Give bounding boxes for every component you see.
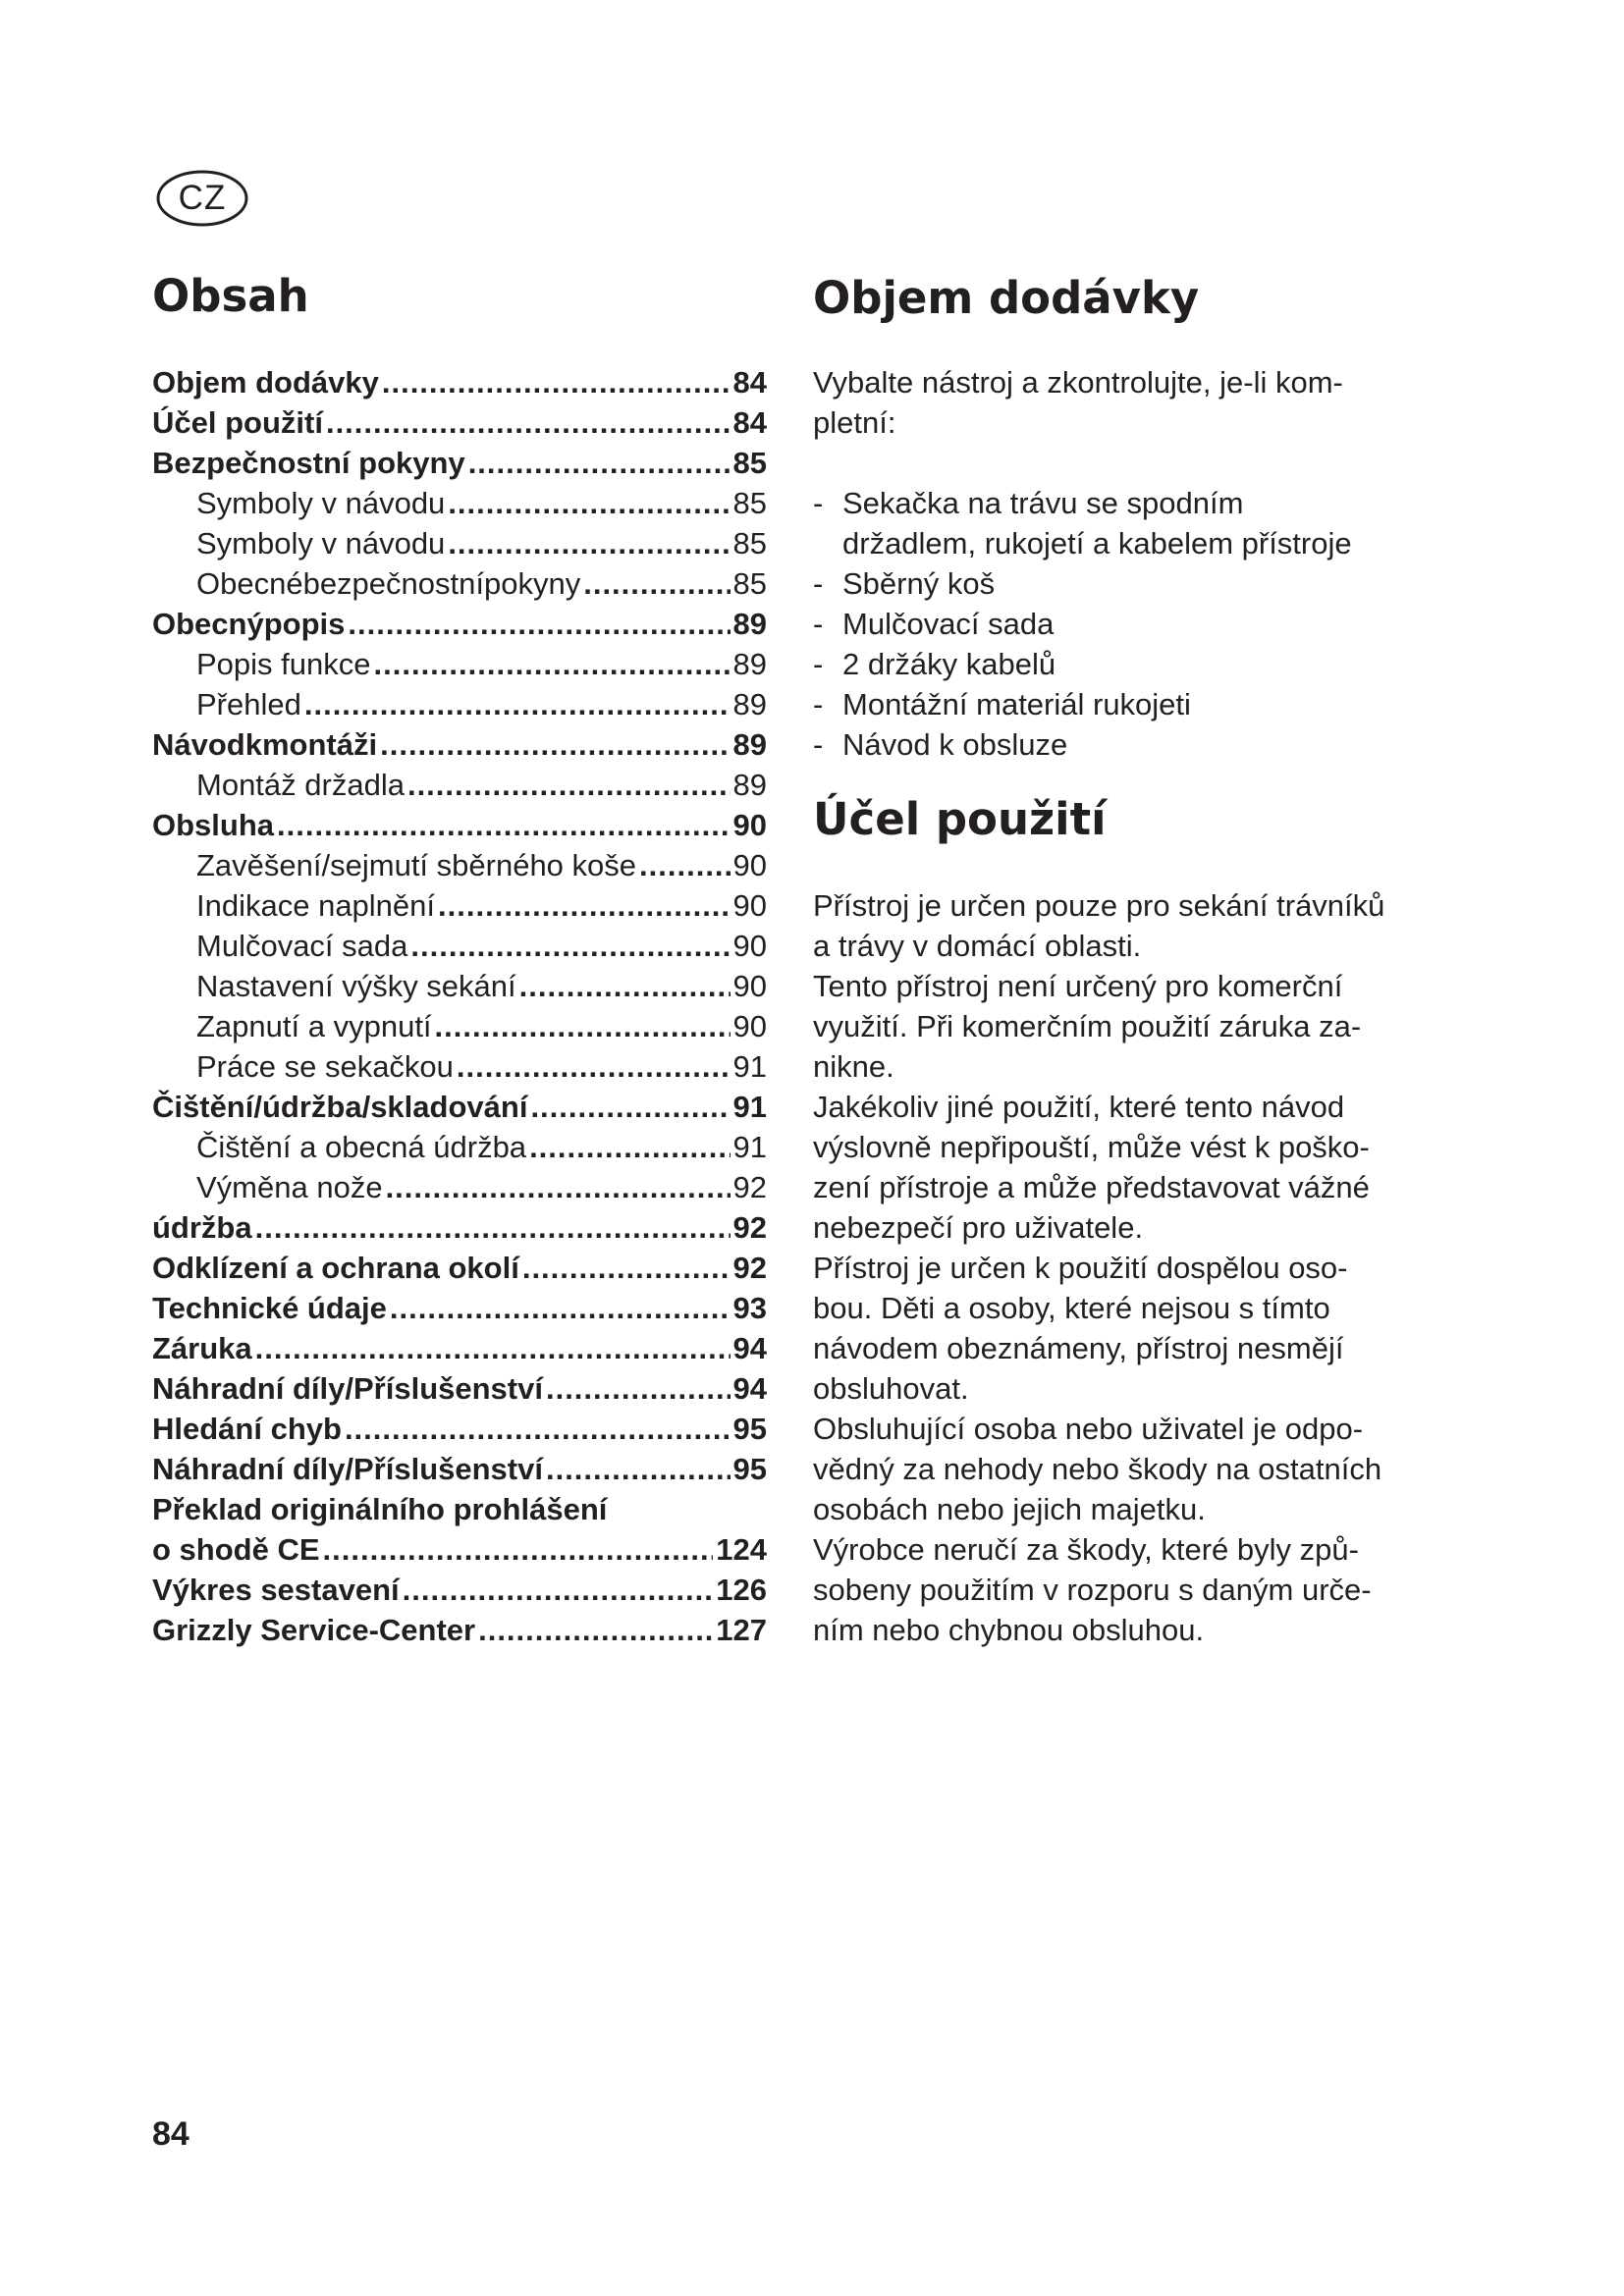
toc-entry-title: údržba (152, 1210, 252, 1245)
toc-entry-page: 124 (716, 1532, 767, 1567)
list-dash-icon: - (813, 486, 824, 520)
toc-entry-title: Čištění a obecná údržba (196, 1130, 527, 1164)
toc-entry-title: Překlad originálního prohlášení (152, 1492, 608, 1526)
toc-leader-dots (386, 1167, 731, 1207)
toc-entry-page: 90 (732, 848, 767, 882)
toc-leader-dots (410, 926, 730, 966)
toc-entry-title: Bezpečnostní pokyny (152, 446, 465, 480)
toc-entry-title: Náhradní díly/Příslušenství (152, 1371, 543, 1406)
toc-entry (152, 1127, 767, 1167)
language-badge (155, 169, 249, 228)
toc-leader-dots (403, 1570, 714, 1610)
purpose-line: Přístroj je určen pouze pro sekání trávníků (813, 888, 1385, 923)
purpose-line: obsluhovat. (813, 1371, 969, 1406)
purpose-line: Obsluhující osoba nebo uživatel je odpo- (813, 1412, 1364, 1446)
purpose-line: nebezpečí pro uživatele. (813, 1210, 1144, 1245)
toc-leader-dots (478, 1610, 713, 1650)
purpose-line: využití. Při komerčním použití záruka za- (813, 1009, 1362, 1043)
supply-item-text: držadlem, rukojetí a kabelem přístroje (842, 526, 1352, 561)
supply-item-text: Návod k obsluze (842, 727, 1068, 762)
toc-entry-title: Nastavení výšky sekání (196, 969, 516, 1003)
toc-entry-page: 91 (732, 1049, 767, 1084)
toc-leader-dots (435, 1006, 731, 1046)
toc-leader-dots (348, 604, 730, 644)
toc-entry-title: Návodkmontáži (152, 727, 378, 762)
purpose-line: Jakékoliv jiné použití, které tento návod (813, 1090, 1345, 1124)
toc-entry-page: 90 (732, 888, 767, 923)
purpose-heading: Účel použití (813, 793, 1107, 845)
toc-entry (152, 805, 767, 845)
toc-entry-title: Náhradní díly/Příslušenství (152, 1452, 543, 1486)
toc-entry (152, 1087, 767, 1127)
toc-leader-dots (468, 443, 731, 483)
toc-entry (152, 1449, 767, 1489)
toc-entry (152, 604, 767, 644)
toc-entry-title: Odklízení a ochrana okolí (152, 1251, 519, 1285)
toc-entry-page: 127 (716, 1613, 767, 1647)
toc-entry-page: 85 (732, 486, 767, 520)
supply-item-text: 2 držáky kabelů (842, 647, 1056, 681)
toc-entry-title: Přehled (196, 687, 301, 721)
toc-entry-title: Technické údaje (152, 1291, 387, 1325)
toc-entry-title: Výměna nože (196, 1170, 383, 1204)
toc-entry (152, 1167, 767, 1207)
toc-entry-title: Grizzly Service-Center (152, 1613, 476, 1647)
supply-list-item (813, 644, 1441, 684)
toc-entry (152, 1046, 767, 1087)
toc-entry-title: Montáž držadla (196, 768, 405, 802)
toc-entry-page: 92 (732, 1251, 767, 1285)
toc-leader-dots (326, 402, 731, 443)
toc-leader-dots (323, 1529, 714, 1570)
list-dash-icon: - (813, 607, 824, 641)
toc-entry-title: Výkres sestavení (152, 1573, 400, 1607)
toc-entry-title: Čištění/údržba/skladování (152, 1090, 528, 1124)
purpose-line: Přístroj je určen k použití dospělou oso- (813, 1251, 1348, 1285)
toc-entry-title: Symboly v návodu (196, 526, 446, 561)
toc-entry (152, 483, 767, 523)
toc-entry-page: 89 (732, 727, 767, 762)
toc-entry-page: 92 (732, 1170, 767, 1204)
list-dash-icon: - (813, 727, 824, 762)
toc-entry (152, 1610, 767, 1650)
toc-leader-dots (457, 1046, 731, 1087)
toc-entry (152, 966, 767, 1006)
toc-leader-dots (374, 644, 731, 684)
supply-intro (813, 362, 1441, 443)
language-code: CZ (178, 179, 227, 217)
toc-entry-page: 93 (732, 1291, 767, 1325)
toc-entry (152, 362, 767, 402)
toc-entry (152, 765, 767, 805)
toc-leader-dots (546, 1449, 731, 1489)
supply-list-item (813, 604, 1441, 644)
purpose-line: Výrobce neručí za škody, které byly způ- (813, 1532, 1359, 1567)
toc-entry-title: Účel použití (152, 405, 323, 440)
toc-entry (152, 1529, 767, 1570)
toc-leader-dots (382, 362, 731, 402)
supply-heading: Objem dodávky (813, 272, 1200, 324)
purpose-line: bou. Děti a osoby, které nejsou s tímto (813, 1291, 1330, 1325)
list-dash-icon: - (813, 647, 824, 681)
toc-leader-dots (345, 1409, 731, 1449)
toc-leader-dots (407, 765, 731, 805)
toc-entry-title: Indikace naplnění (196, 888, 436, 923)
toc-entry-page: 92 (732, 1210, 767, 1245)
toc-entry-page: 85 (732, 526, 767, 561)
toc-entry (152, 1328, 767, 1368)
toc-entry (152, 845, 767, 885)
purpose-line: výslovně nepřipouští, může vést k poško- (813, 1130, 1370, 1164)
toc-entry-title: Zapnutí a vypnutí (196, 1009, 432, 1043)
purpose-line: vědný za nehody nebo škody na ostatních (813, 1452, 1382, 1486)
toc-leader-dots (390, 1288, 731, 1328)
toc-leader-dots (530, 1087, 730, 1127)
toc-entry-page: 89 (732, 768, 767, 802)
table-of-contents (152, 362, 767, 1650)
toc-entry-page: 91 (732, 1090, 767, 1124)
toc-leader-dots (438, 885, 730, 926)
purpose-line: návodem obeznámeny, přístroj nesmějí (813, 1331, 1344, 1365)
toc-entry-title: Práce se sekačkou (196, 1049, 454, 1084)
toc-entry (152, 1570, 767, 1610)
supply-list-item (813, 483, 1441, 563)
supply-list-item (813, 563, 1441, 604)
toc-leader-dots (380, 724, 730, 765)
toc-entry-page: 84 (732, 405, 767, 440)
supply-item-text: Sběrný koš (842, 566, 996, 601)
toc-entry-title: Záruka (152, 1331, 252, 1365)
toc-entry (152, 402, 767, 443)
toc-entry-page: 94 (732, 1331, 767, 1365)
toc-entry-page: 89 (732, 607, 767, 641)
purpose-line: osobách nebo jejich majetku. (813, 1492, 1206, 1526)
purpose-line: nikne. (813, 1049, 894, 1084)
toc-entry-title: o shodě CE (152, 1532, 320, 1567)
toc-leader-dots (639, 845, 730, 885)
toc-entry-title: Obsluha (152, 808, 275, 842)
toc-entry-page: 89 (732, 647, 767, 681)
toc-entry (152, 644, 767, 684)
toc-leader-dots (529, 1127, 730, 1167)
toc-entry (152, 1368, 767, 1409)
toc-entry-page: 85 (732, 446, 767, 480)
toc-entry-title: Obecnýpopis (152, 607, 346, 641)
toc-leader-dots (255, 1207, 731, 1248)
toc-entry (152, 523, 767, 563)
purpose-line: ním nebo chybnou obsluhou. (813, 1613, 1205, 1647)
toc-entry (152, 1409, 767, 1449)
toc-entry (152, 1288, 767, 1328)
toc-leader-dots (277, 805, 731, 845)
toc-entry-page: 90 (732, 929, 767, 963)
toc-entry (152, 684, 767, 724)
purpose-line: sobeny použitím v rozporu s daným urče- (813, 1573, 1372, 1607)
toc-entry-page: 95 (732, 1452, 767, 1486)
toc-entry-title: Hledání chyb (152, 1412, 342, 1446)
toc-leader-dots (448, 523, 730, 563)
supply-item-text: Sekačka na trávu se spodním (842, 486, 1244, 520)
toc-entry (152, 1006, 767, 1046)
toc-entry-page: 91 (732, 1130, 767, 1164)
toc-leader-dots (519, 966, 731, 1006)
toc-entry-page: 90 (732, 1009, 767, 1043)
toc-entry-title: Symboly v návodu (196, 486, 446, 520)
toc-entry (152, 724, 767, 765)
page-number: 84 (152, 2115, 189, 2153)
supply-item-text: Montážní materiál rukojeti (842, 687, 1191, 721)
list-dash-icon: - (813, 566, 824, 601)
toc-entry (152, 885, 767, 926)
list-dash-icon: - (813, 687, 824, 721)
toc-leader-dots (448, 483, 730, 523)
supply-item-text: Mulčovací sada (842, 607, 1055, 641)
toc-leader-dots (255, 1328, 731, 1368)
toc-entry-page: 85 (732, 566, 767, 601)
toc-entry (152, 1207, 767, 1248)
toc-leader-dots (522, 1248, 731, 1288)
supply-list (813, 483, 1441, 765)
toc-entry (152, 926, 767, 966)
toc-entry-page: 90 (732, 808, 767, 842)
toc-entry-page: 95 (732, 1412, 767, 1446)
toc-entry-page: 89 (732, 687, 767, 721)
toc-entry-page: 126 (716, 1573, 767, 1607)
toc-entry-page: 90 (732, 969, 767, 1003)
toc-entry-title: Obecnébezpečnostnípokyny (196, 566, 581, 601)
purpose-line: a trávy v domácí oblasti. (813, 929, 1142, 963)
toc-entry-page: 94 (732, 1371, 767, 1406)
toc-leader-dots (304, 684, 731, 724)
toc-entry-title: Objem dodávky (152, 365, 379, 400)
toc-heading: Obsah (152, 270, 309, 322)
supply-list-item (813, 684, 1441, 724)
toc-entry-title: Zavěšení/sejmutí sběrného koše (196, 848, 637, 882)
toc-entry-title: Mulčovací sada (196, 929, 408, 963)
toc-entry-page: 84 (732, 365, 767, 400)
purpose-line: zení přístroje a může představovat vážné (813, 1170, 1370, 1204)
purpose-line: Tento přístroj není určený pro komerční (813, 969, 1343, 1003)
supply-intro-line: pletní: (813, 405, 896, 440)
toc-leader-dots (546, 1368, 731, 1409)
toc-entry (152, 1248, 767, 1288)
supply-list-item (813, 724, 1441, 765)
supply-intro-line: Vybalte nástroj a zkontrolujte, je-li kom- (813, 365, 1343, 400)
toc-entry (152, 563, 767, 604)
purpose-text (813, 885, 1441, 1650)
toc-entry (152, 443, 767, 483)
toc-entry-title: Popis funkce (196, 647, 371, 681)
toc-leader-dots (583, 563, 730, 604)
